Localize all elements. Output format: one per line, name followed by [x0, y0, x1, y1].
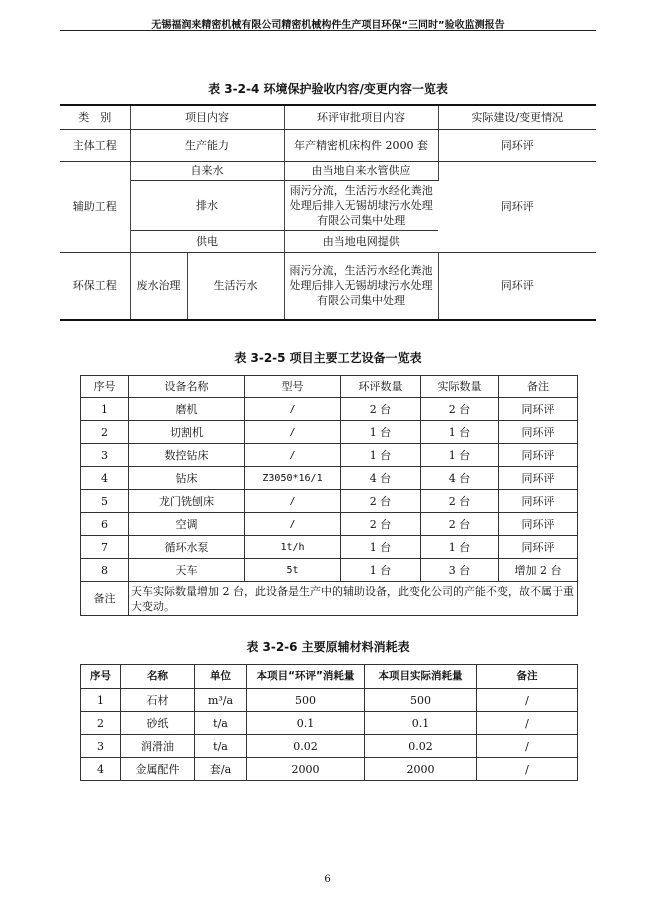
table-cell: 4: [81, 758, 121, 781]
t1-aux-eia: 由当地自来水管供应: [284, 161, 438, 180]
equipment-table: [80, 375, 578, 616]
page-number: 6: [324, 874, 331, 885]
table-cell: 同环评: [499, 421, 578, 444]
t1-env-subcategory: 废水治理: [131, 253, 188, 319]
t3-header-name: 名称: [121, 665, 195, 689]
t2-header-remark: 备注: [499, 376, 578, 398]
t1-header-item: 项目内容: [130, 105, 284, 129]
table-row: [81, 513, 578, 536]
table-cell: 2 台: [421, 398, 499, 421]
table-cell: 1t/h: [245, 536, 341, 559]
table-cell: 0.02: [247, 735, 365, 758]
t1-env-actual: 同环评: [438, 252, 596, 320]
table-cell: 1 台: [341, 536, 421, 559]
t2-header-actual-qty: 实际数量: [421, 376, 499, 398]
table-cell: Z3050*16/1: [245, 467, 341, 490]
table-cell: 4 台: [421, 467, 499, 490]
t3-header-no: 序号: [81, 665, 121, 689]
header-divider: [60, 30, 596, 31]
t2-note-label: 备注: [81, 582, 129, 616]
table-cell: 8: [81, 559, 129, 582]
t1-aux-item: 自来水: [130, 161, 284, 180]
table-row: [81, 398, 578, 421]
table-cell: 1 台: [341, 559, 421, 582]
table-row: [81, 735, 578, 758]
t1-header-actual: 实际建设/变更情况: [438, 105, 596, 129]
table-row: [81, 758, 578, 781]
table-row: [81, 559, 578, 582]
table-cell: 0.1: [247, 712, 365, 735]
table-cell: 1 台: [421, 421, 499, 444]
table-cell: 5t: [245, 559, 341, 582]
table-cell: /: [477, 712, 578, 735]
table-cell: /: [477, 689, 578, 712]
t2-header-name: 设备名称: [129, 376, 245, 398]
table-cell: 同环评: [499, 536, 578, 559]
table-cell: /: [245, 444, 341, 467]
table-cell: 天车: [129, 559, 245, 582]
t1-aux-item: 排水: [130, 180, 284, 230]
table-cell: t/a: [195, 735, 247, 758]
table-cell: 500: [247, 689, 365, 712]
table3-caption: 表 3-2-6 主要原辅材料消耗表: [246, 640, 410, 654]
table-cell: 砂纸: [121, 712, 195, 735]
t1-aux-actual: 同环评: [438, 161, 596, 252]
t1-main-item: 生产能力: [130, 129, 284, 161]
materials-table: [80, 664, 578, 781]
table-cell: 石材: [121, 689, 195, 712]
table-cell: 1 台: [421, 536, 499, 559]
t1-aux-eia: 雨污分流，生活污水经化粪池处理后排入无锡胡埭污水处理有限公司集中处理: [284, 180, 438, 230]
environment-protection-table: [60, 104, 596, 321]
report-header: 无锡福润来精密机械有限公司精密机械构件生产项目环保“三同时”验收监测报告: [151, 20, 505, 31]
t1-env-item: 生活污水: [213, 279, 258, 292]
t3-header-actual-consumption: 本项目实际消耗量: [365, 665, 477, 689]
table-cell: 金属配件: [121, 758, 195, 781]
table-cell: 数控钻床: [129, 444, 245, 467]
t3-header-eia-consumption: 本项目“环评”消耗量: [247, 665, 365, 689]
t1-main-actual: 同环评: [438, 129, 596, 161]
table-cell: 5: [81, 490, 129, 513]
table-row: [81, 421, 578, 444]
t2-header-no: 序号: [81, 376, 129, 398]
table-row: [81, 689, 578, 712]
table-cell: 2 台: [421, 513, 499, 536]
table-row: [81, 490, 578, 513]
table-cell: 切割机: [129, 421, 245, 444]
t2-header-model: 型号: [245, 376, 341, 398]
table-cell: 4: [81, 467, 129, 490]
table-cell: 0.02: [365, 735, 477, 758]
t2-header-eia-qty: 环评数量: [341, 376, 421, 398]
table-cell: 3: [81, 735, 121, 758]
table-cell: 增加 2 台: [499, 559, 578, 582]
t1-header-category: 类 别: [60, 105, 130, 129]
table1-caption: 表 3-2-4 环境保护验收内容/变更内容一览表: [208, 82, 448, 96]
t1-main-category: 主体工程: [60, 129, 130, 161]
table-cell: 同环评: [499, 444, 578, 467]
table-cell: 7: [81, 536, 129, 559]
table-cell: 钻床: [129, 467, 245, 490]
table-row: [81, 444, 578, 467]
table-cell: 1 台: [421, 444, 499, 467]
table-cell: 1 台: [341, 421, 421, 444]
table-cell: t/a: [195, 712, 247, 735]
table-cell: 500: [365, 689, 477, 712]
table-cell: 2 台: [341, 398, 421, 421]
table-row: [81, 536, 578, 559]
table-cell: 3 台: [421, 559, 499, 582]
t1-main-eia: 年产精密机床构件 2000 套: [284, 129, 438, 161]
table-cell: /: [477, 735, 578, 758]
t1-aux-item: 供电: [130, 230, 284, 252]
table-cell: 套/a: [195, 758, 247, 781]
table-cell: 6: [81, 513, 129, 536]
t1-env-category: 环保工程: [60, 252, 130, 320]
t3-header-remark: 备注: [477, 665, 578, 689]
t1-env-eia: 雨污分流，生活污水经化粪池处理后排入无锡胡埭污水处理有限公司集中处理: [284, 252, 438, 320]
table-cell: 1 台: [341, 444, 421, 467]
table-cell: 2: [81, 421, 129, 444]
t1-aux-category: 辅助工程: [60, 161, 130, 252]
table-cell: 3: [81, 444, 129, 467]
table-cell: /: [245, 490, 341, 513]
table-cell: 2 台: [421, 490, 499, 513]
t1-aux-eia: 由当地电网提供: [284, 230, 438, 252]
table-cell: 2 台: [341, 490, 421, 513]
t3-header-unit: 单位: [195, 665, 247, 689]
table2-caption: 表 3-2-5 项目主要工艺设备一览表: [234, 351, 422, 365]
table-row: [81, 467, 578, 490]
table-cell: 润滑油: [121, 735, 195, 758]
table-cell: /: [245, 513, 341, 536]
table-cell: 1: [81, 689, 121, 712]
table-row: [81, 712, 578, 735]
table-cell: 循环水泵: [129, 536, 245, 559]
table-cell: 同环评: [499, 398, 578, 421]
table-cell: /: [245, 398, 341, 421]
table-cell: /: [245, 421, 341, 444]
table-cell: /: [477, 758, 578, 781]
table-cell: 同环评: [499, 490, 578, 513]
table-cell: 2000: [365, 758, 477, 781]
table-cell: 2 台: [341, 513, 421, 536]
table-cell: 空调: [129, 513, 245, 536]
t1-header-eia: 环评审批项目内容: [284, 105, 438, 129]
table-cell: 2000: [247, 758, 365, 781]
table-cell: 龙门铣刨床: [129, 490, 245, 513]
table-cell: 4 台: [341, 467, 421, 490]
table-cell: 同环评: [499, 513, 578, 536]
t2-note: 天车实际数量增加 2 台，此设备是生产中的辅助设备，此变化公司的产能不变，故不属于重大变动。: [129, 582, 578, 616]
table-cell: m³/a: [195, 689, 247, 712]
table-cell: 0.1: [365, 712, 477, 735]
table-cell: 同环评: [499, 467, 578, 490]
table-cell: 磨机: [129, 398, 245, 421]
table-cell: 1: [81, 398, 129, 421]
table-cell: 2: [81, 712, 121, 735]
